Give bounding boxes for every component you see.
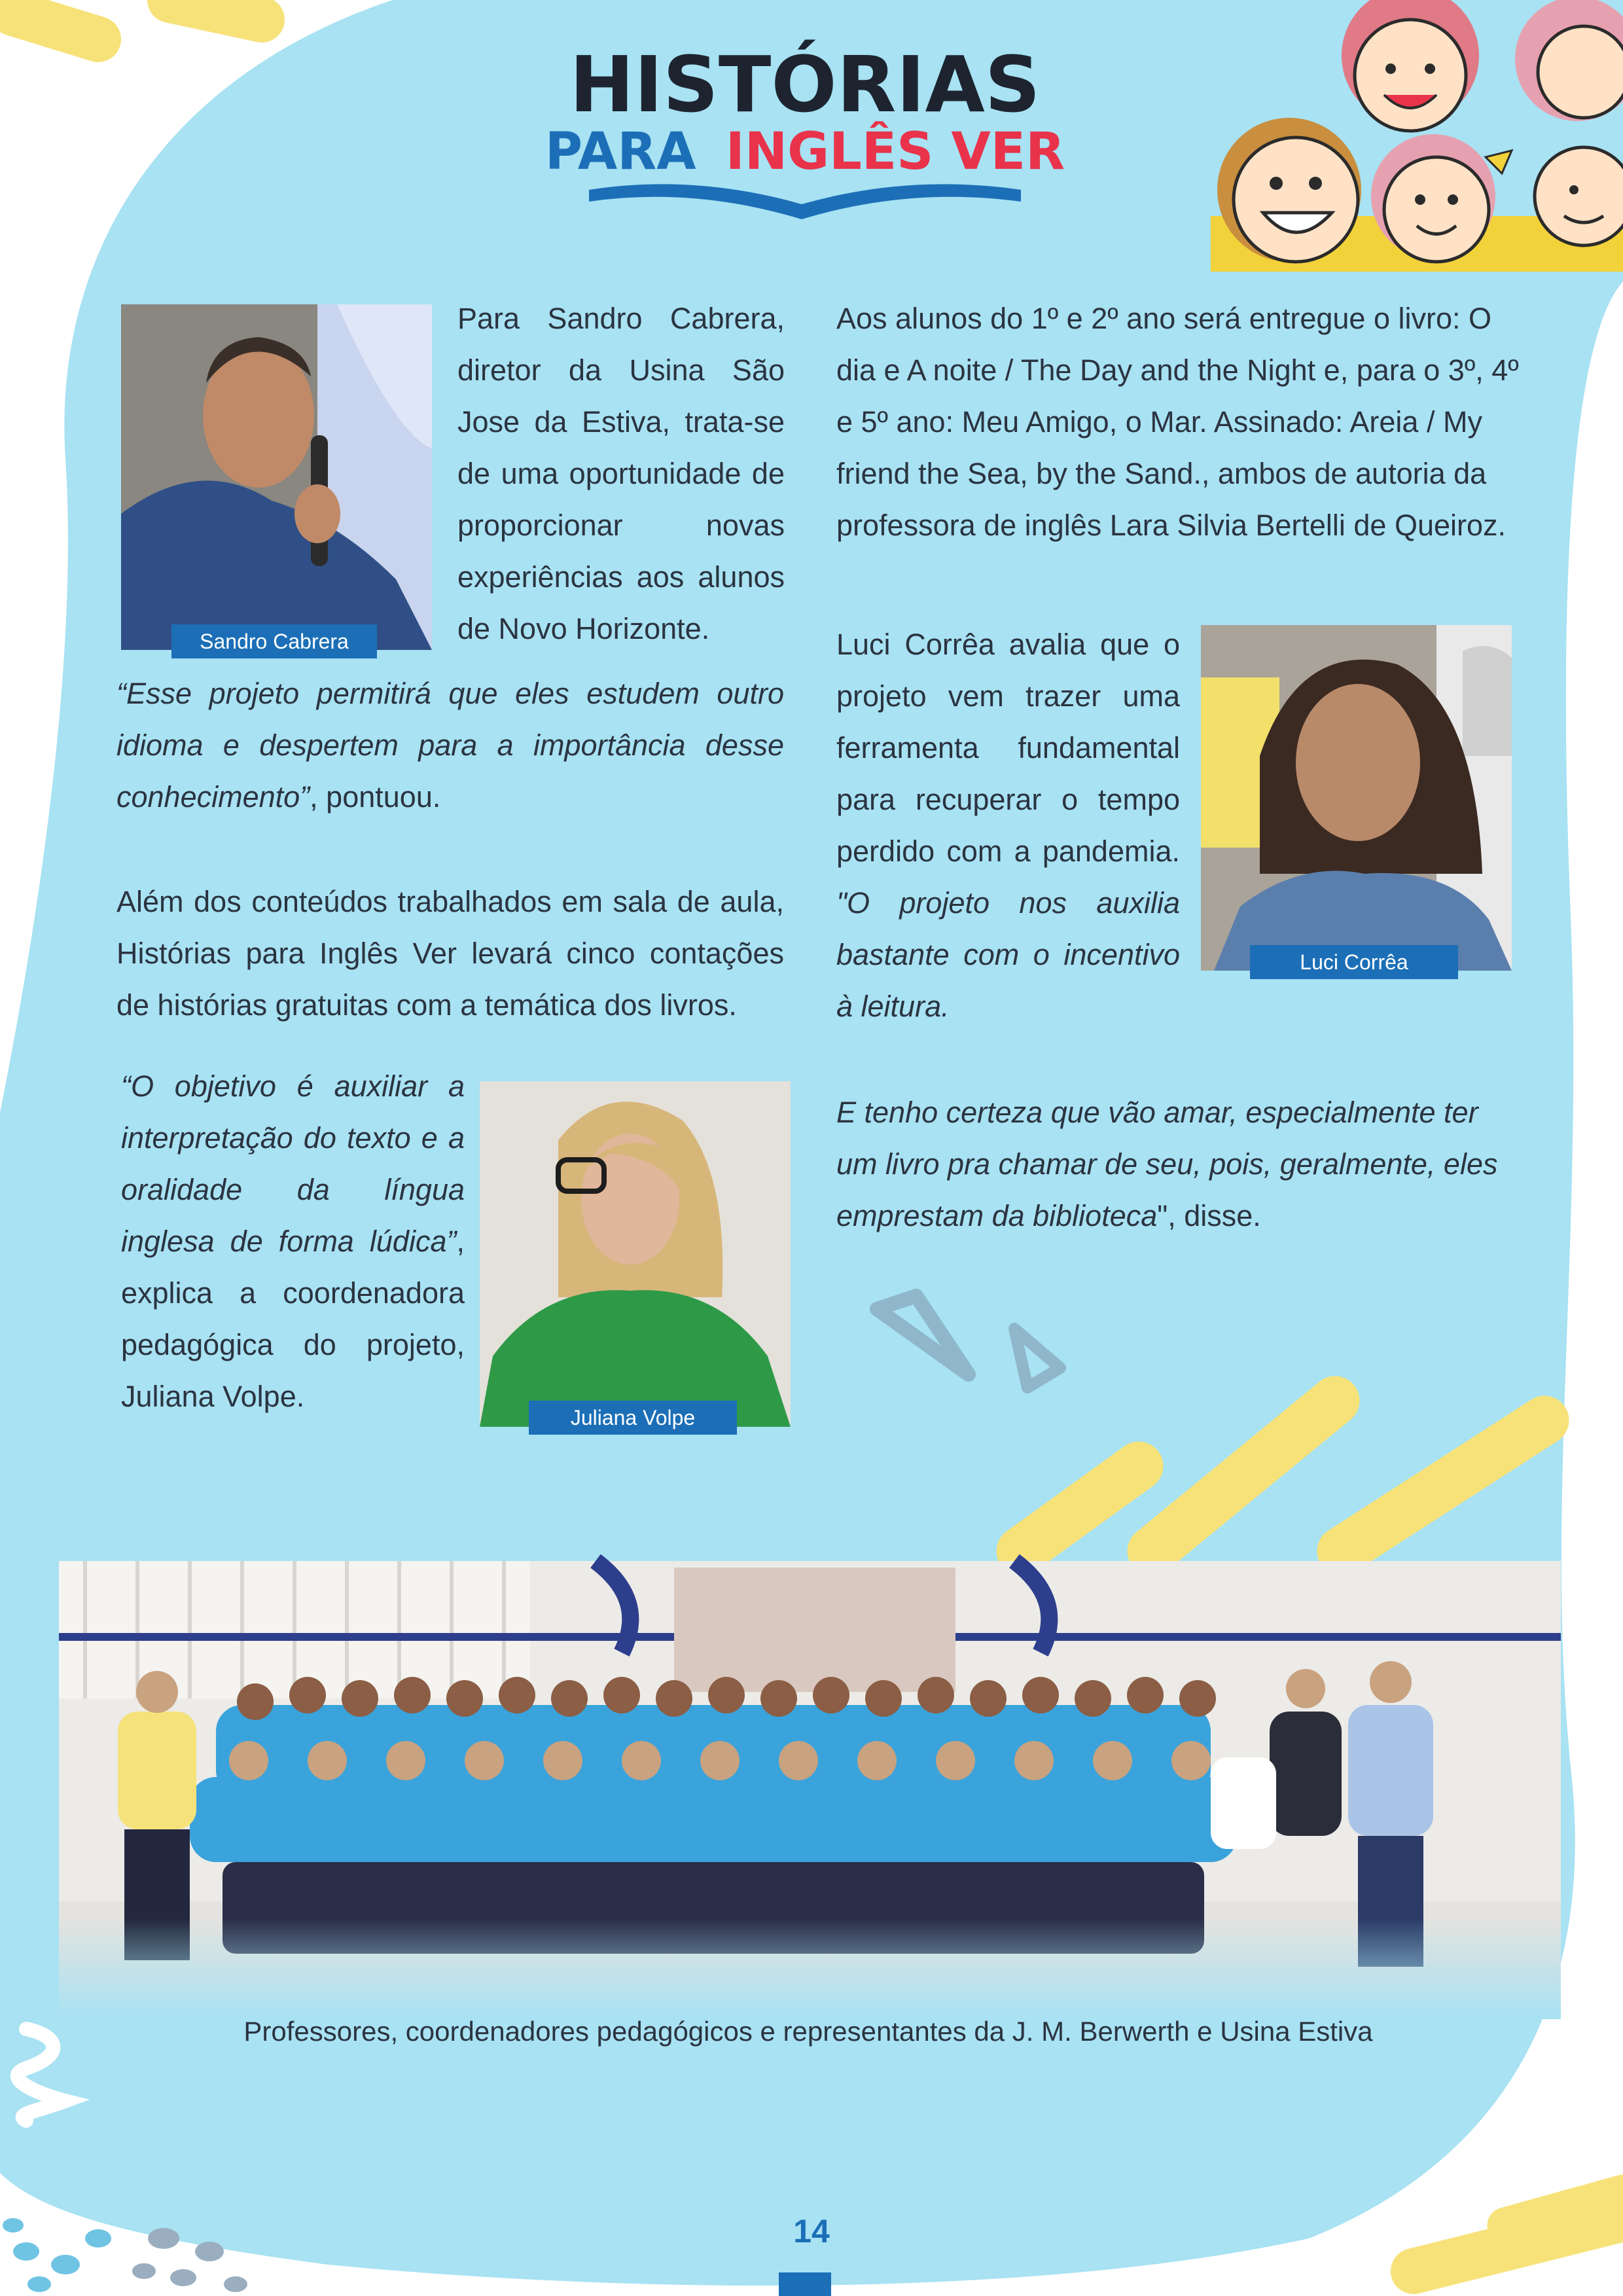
quote-juliana-text: “O objetivo é auxiliar a interpretação do texto e a oralidade da língua inglesa de forma lúdica” (121, 1069, 465, 1258)
open-book-icon (589, 184, 1021, 219)
quote-sandro-tail: , pontuou. (310, 780, 441, 814)
cartoon-kids-illustration (1211, 0, 1623, 272)
paragraph-storytelling: Além dos conteúdos trabalhados em sala de aula, Histórias para Inglês Ver levará cinco contações de histórias gratuitas com a temática dos livros. (116, 885, 784, 1022)
luci-quote-text: "O projeto nos auxilia bastante com o incentivo à leitura. (836, 886, 1180, 1023)
svg-text:PARA INGLÊS VER (545, 121, 1065, 181)
closing-quote (836, 1086, 1520, 1242)
quote-sandro (116, 668, 784, 823)
logo-line-2-a: PARA (544, 122, 696, 181)
luci-paragraph (836, 619, 1180, 1032)
juliana-caption: Juliana Volpe (529, 1401, 737, 1435)
historias-logo (544, 33, 1065, 229)
page-tab-marker (779, 2272, 831, 2296)
sandro-cabrera-photo (121, 304, 432, 650)
quote-juliana-tail: , explica a coordenadora pedagógica do projeto, Juliana Volpe. (121, 1225, 465, 1413)
juliana-volpe-photo (480, 1081, 791, 1427)
quote-juliana (121, 1060, 465, 1422)
sandro-caption: Sandro Cabrera (171, 624, 377, 658)
luci-paragraph-text: Luci Corrêa avalia que o projeto vem trazer uma ferramenta fundamental para recuperar o tempo perdido com a pandemia. (836, 628, 1180, 868)
logo-line-1: HISTÓRIAS (569, 39, 1041, 130)
luci-caption: Luci Corrêa (1250, 945, 1458, 979)
books-paragraph: Aos alunos do 1º e 2º ano será entregue o livro: O dia e A noite / The Day and the Night e, para o 3º, 4º e 5º ano: Meu Amigo, o Mar. Assinado: Areia / My friend the Sea, by the Sand., ambos de autoria da professora de inglês Lara Silvia Bertelli de Queiroz. (836, 302, 1519, 542)
quote-sandro-text: “Esse projeto permitirá que eles estudem outro idioma e despertem para a importância desse conhecimento” (116, 677, 784, 814)
page-number: 14 (793, 2213, 830, 2250)
sandro-intro-text: Para Sandro Cabrera, diretor da Usina São Jose da Estiva, trata-se de uma oportunidade de proporcionar novas experiências aos alunos de Novo Horizonte. (457, 302, 785, 645)
logo-line-2-b: INGLÊS VER (725, 122, 1065, 181)
luci-correa-photo (1201, 625, 1512, 971)
group-photo (59, 1561, 1561, 2019)
group-photo-caption: Professores, coordenadores pedagógicos e representantes da J. M. Berwerth e Usina Estiva (243, 2016, 1373, 2047)
closing-quote-tail: ", disse. (1157, 1199, 1261, 1232)
closing-quote-text: E tenho certeza que vão amar, especialmente ter um livro pra chamar de seu, pois, geralmente, eles emprestam da biblioteca (836, 1096, 1498, 1232)
